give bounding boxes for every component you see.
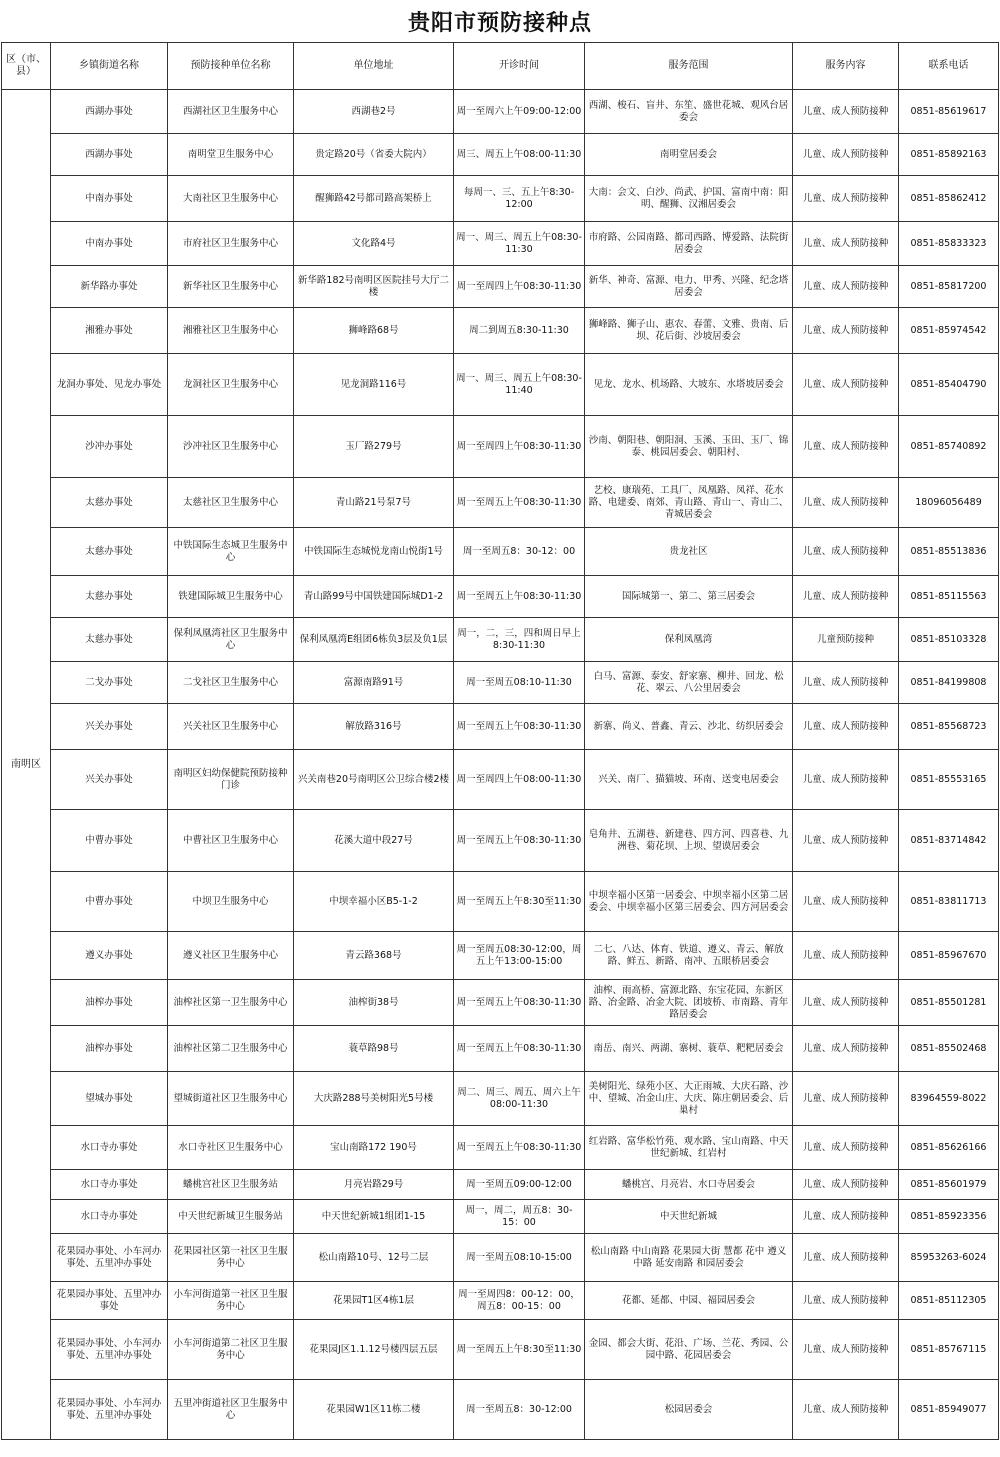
table-row — [2, 1234, 999, 1282]
service-header: 服务内容 — [793, 43, 899, 90]
unit-cell: 兴关社区卫生服务中心 — [168, 704, 294, 750]
vaccination-sites-table — [1, 42, 999, 1440]
scope-cell: 沙南、朝阳巷、朝阳洞、玉溪、玉田、玉厂、锦泰、桃园居委会、朝阳村、 — [585, 416, 793, 478]
scope-cell: 贵龙社区 — [585, 528, 793, 576]
address-cell: 狮峰路68号 — [294, 308, 454, 354]
unit-cell: 铁建国际城卫生服务中心 — [168, 576, 294, 618]
table-row — [2, 528, 999, 576]
phone-cell: 0851-85619617 — [899, 90, 999, 134]
service-cell: 儿童、成人预防接种 — [793, 1170, 899, 1200]
page-title: 贵阳市预防接种点 — [407, 11, 592, 36]
scope-cell: 白马、富源、泰安、舒家寨、柳井、回龙、松花、翠云、八公里居委会 — [585, 662, 793, 704]
street-cell: 二戈办事处 — [51, 662, 168, 704]
scope-cell: 南明堂居委会 — [585, 134, 793, 176]
hours-cell: 周一至周四8：00-12：00，周五8：00-15：00 — [454, 1282, 585, 1320]
scope-cell: 皂角井、五湖巷、新建巷、四方河、四喜巷、九洲巷、菊花坝、上坝、望谟居委会 — [585, 810, 793, 872]
table-row — [2, 1200, 999, 1234]
table-row — [2, 1282, 999, 1320]
unit-cell: 保利凤凰湾社区卫生服务中心 — [168, 618, 294, 662]
hours-cell: 周一至周五8：30-12：00 — [454, 528, 585, 576]
scope-cell: 西湖、梭石、盲井、东笙、盛世花城、观风台居委会 — [585, 90, 793, 134]
hours-header: 开诊时间 — [454, 43, 585, 90]
street-cell: 兴关办事处 — [51, 750, 168, 810]
hours-cell: 周一至周五08:10-15:00 — [454, 1234, 585, 1282]
phone-cell: 0851-85553165 — [899, 750, 999, 810]
street-cell: 太慈办事处 — [51, 478, 168, 528]
scope-cell: 美树阳光、绿苑小区、大正雨城、大庆石路、沙中、望城、冶金山庄、大庆、陈庄朝居委会、后巢村 — [585, 1072, 793, 1126]
street-header: 乡镇街道名称 — [51, 43, 168, 90]
hours-cell: 周一、周三、周五上午08:30-11:40 — [454, 354, 585, 416]
address-cell: 文化路4号 — [294, 222, 454, 266]
phone-header: 联系电话 — [899, 43, 999, 90]
service-cell: 儿童、成人预防接种 — [793, 1200, 899, 1234]
unit-cell: 大南社区卫生服务中心 — [168, 176, 294, 222]
unit-cell: 小车河街道第一社区卫生服务中心 — [168, 1282, 294, 1320]
address-cell: 月亮岩路29号 — [294, 1170, 454, 1200]
unit-cell: 遵义社区卫生服务中心 — [168, 932, 294, 980]
service-cell: 儿童、成人预防接种 — [793, 134, 899, 176]
scope-cell: 中坝幸福小区第一居委会、中坝幸福小区第二居委会、中坝幸福小区第三居委会、四方河居委会 — [585, 872, 793, 932]
scope-cell: 二七、八达、体育、铁道、遵义、青云、解放路、鲜五、新路、南冲、五眼桥居委会 — [585, 932, 793, 980]
hours-cell: 周一至周四上午08:30-11:30 — [454, 416, 585, 478]
service-cell: 儿童、成人预防接种 — [793, 1380, 899, 1440]
street-cell: 水口寺办事处 — [51, 1200, 168, 1234]
street-cell: 太慈办事处 — [51, 576, 168, 618]
scope-cell: 蟠桃宫、月亮岩、水口寺居委会 — [585, 1170, 793, 1200]
hours-cell: 周一、周三、周五上午08:30-11:30 — [454, 222, 585, 266]
hours-cell: 周一至周五上午08:30-11:30 — [454, 980, 585, 1026]
address-cell: 玉厂路279号 — [294, 416, 454, 478]
address-cell: 兴关南巷20号南明区公卫综合楼2楼 — [294, 750, 454, 810]
phone-cell: 0851-85949077 — [899, 1380, 999, 1440]
unit-cell: 湘雅社区卫生服务中心 — [168, 308, 294, 354]
address-cell: 中天世纪新城1组团1-15 — [294, 1200, 454, 1234]
unit-cell: 望城街道社区卫生服务中心 — [168, 1072, 294, 1126]
hours-cell: 周一至周五上午08:30-11:30 — [454, 478, 585, 528]
unit-cell: 中曹社区卫生服务中心 — [168, 810, 294, 872]
phone-cell: 0851-85501281 — [899, 980, 999, 1026]
address-cell: 富源南路91号 — [294, 662, 454, 704]
phone-cell: 0851-85103328 — [899, 618, 999, 662]
scope-cell: 艺校、康瑞苑、工具厂、凤凰路、凤祥、花水路、电建委、南郊、青山路、青山一、青山二、青城居委会 — [585, 478, 793, 528]
street-cell: 花果园办事处、五里冲办事处 — [51, 1282, 168, 1320]
street-cell: 中南办事处 — [51, 222, 168, 266]
address-cell: 大庆路288号美树阳光5号楼 — [294, 1072, 454, 1126]
address-cell: 松山南路10号、12号二层 — [294, 1234, 454, 1282]
unit-cell: 五里冲街道社区卫生服务中心 — [168, 1380, 294, 1440]
unit-cell: 南明区妇幼保健院预防接种门诊 — [168, 750, 294, 810]
service-cell: 儿童、成人预防接种 — [793, 872, 899, 932]
street-cell: 龙洞办事处、见龙办事处 — [51, 354, 168, 416]
street-cell: 遵义办事处 — [51, 932, 168, 980]
address-cell: 油榨街38号 — [294, 980, 454, 1026]
service-cell: 儿童、成人预防接种 — [793, 750, 899, 810]
table-row — [2, 222, 999, 266]
phone-cell: 0851-85502468 — [899, 1026, 999, 1072]
service-cell: 儿童、成人预防接种 — [793, 308, 899, 354]
scope-cell: 市府路、公园南路、都司西路、博爱路、法院街居委会 — [585, 222, 793, 266]
unit-cell: 西湖社区卫生服务中心 — [168, 90, 294, 134]
street-cell: 望城办事处 — [51, 1072, 168, 1126]
service-cell: 儿童、成人预防接种 — [793, 266, 899, 308]
street-cell: 兴关办事处 — [51, 704, 168, 750]
unit-cell: 太慈社区卫生服务中心 — [168, 478, 294, 528]
phone-cell: 0851-85767115 — [899, 1320, 999, 1380]
unit-cell: 水口寺社区卫生服务中心 — [168, 1126, 294, 1170]
scope-cell: 保利凤凰湾 — [585, 618, 793, 662]
street-cell: 中曹办事处 — [51, 872, 168, 932]
phone-cell: 0851-85740892 — [899, 416, 999, 478]
phone-cell: 0851-85513836 — [899, 528, 999, 576]
hours-cell: 周一至周五上午08:30-11:30 — [454, 704, 585, 750]
phone-cell: 18096056489 — [899, 478, 999, 528]
scope-cell: 红岩路、富华松竹苑、观水路、宝山南路、中天世纪新城、红岩村 — [585, 1126, 793, 1170]
address-cell: 醒狮路42号都司路高架桥上 — [294, 176, 454, 222]
table-row — [2, 176, 999, 222]
table-row — [2, 308, 999, 354]
address-cell: 花果园W1区11栋二楼 — [294, 1380, 454, 1440]
table-row — [2, 662, 999, 704]
scope-cell: 狮峰路、狮子山、惠农、春蕾、文雅、贵南、后坝、花后街、沙坡居委会 — [585, 308, 793, 354]
phone-cell: 0851-85817200 — [899, 266, 999, 308]
scope-cell: 中天世纪新城 — [585, 1200, 793, 1234]
scope-cell: 新华、神奇、富源、电力、甲秀、兴隆、纪念塔居委会 — [585, 266, 793, 308]
service-cell: 儿童、成人预防接种 — [793, 222, 899, 266]
phone-cell: 83964559-8022 — [899, 1072, 999, 1126]
phone-cell: 0851-83811713 — [899, 872, 999, 932]
phone-cell: 0851-85115563 — [899, 576, 999, 618]
unit-cell: 沙冲社区卫生服务中心 — [168, 416, 294, 478]
address-cell: 花果园J区1.1.12号楼四层五层 — [294, 1320, 454, 1380]
hours-cell: 周一至周五上午08:30-11:30 — [454, 1026, 585, 1072]
unit-cell: 中铁国际生态城卫生服务中心 — [168, 528, 294, 576]
service-cell: 儿童、成人预防接种 — [793, 416, 899, 478]
service-cell: 儿童、成人预防接种 — [793, 1234, 899, 1282]
scope-cell: 花都、延都、中园、福园居委会 — [585, 1282, 793, 1320]
unit-header: 预防接种单位名称 — [168, 43, 294, 90]
hours-cell: 每周一、三、五上午8:30-12:00 — [454, 176, 585, 222]
phone-cell: 0851-85862412 — [899, 176, 999, 222]
hours-cell: 周二到周五8:30-11:30 — [454, 308, 585, 354]
street-cell: 花果园办事处、小车河办事处、五里冲办事处 — [51, 1380, 168, 1440]
service-cell: 儿童、成人预防接种 — [793, 662, 899, 704]
service-cell: 儿童、成人预防接种 — [793, 1320, 899, 1380]
service-cell: 儿童、成人预防接种 — [793, 1282, 899, 1320]
service-cell: 儿童预防接种 — [793, 618, 899, 662]
address-cell: 见龙洞路116号 — [294, 354, 454, 416]
table-row — [2, 810, 999, 872]
phone-cell: 0851-85601979 — [899, 1170, 999, 1200]
scope-cell: 南岳、南兴、两湖、寨树、蓑草、粑粑居委会 — [585, 1026, 793, 1072]
unit-cell: 油榨社区第二卫生服务中心 — [168, 1026, 294, 1072]
table-row — [2, 980, 999, 1026]
table-row — [2, 416, 999, 478]
phone-cell: 85953263-6024 — [899, 1234, 999, 1282]
table-row — [2, 932, 999, 980]
table-row — [2, 1170, 999, 1200]
hours-cell: 周一至周六上午09:00-12:00 — [454, 90, 585, 134]
phone-cell: 0851-85568723 — [899, 704, 999, 750]
street-cell: 中曹办事处 — [51, 810, 168, 872]
table-row — [2, 1126, 999, 1170]
hours-cell: 周一至周五08:10-11:30 — [454, 662, 585, 704]
street-cell: 中南办事处 — [51, 176, 168, 222]
address-cell: 青云路368号 — [294, 932, 454, 980]
street-cell: 太慈办事处 — [51, 618, 168, 662]
street-cell: 水口寺办事处 — [51, 1126, 168, 1170]
hours-cell: 周一至周五上午8:30至11:30 — [454, 1320, 585, 1380]
street-cell: 新华路办事处 — [51, 266, 168, 308]
address-cell: 花果园T1区4栋1层 — [294, 1282, 454, 1320]
hours-cell: 周一至周五上午08:30-11:30 — [454, 810, 585, 872]
service-cell: 儿童、成人预防接种 — [793, 176, 899, 222]
unit-cell: 中天世纪新城卫生服务站 — [168, 1200, 294, 1234]
scope-cell: 大南：会文、白沙、尚武、护国、富南中南：阳明、醒狮、汉湘居委会 — [585, 176, 793, 222]
street-cell: 油榨办事处 — [51, 980, 168, 1026]
table-row — [2, 354, 999, 416]
address-cell: 解放路316号 — [294, 704, 454, 750]
unit-cell: 市府社区卫生服务中心 — [168, 222, 294, 266]
address-cell: 贵定路20号（省委大院内） — [294, 134, 454, 176]
hours-cell: 周一至周四上午08:00-11:30 — [454, 750, 585, 810]
service-cell: 儿童、成人预防接种 — [793, 704, 899, 750]
phone-cell: 0851-85833323 — [899, 222, 999, 266]
service-cell: 儿童、成人预防接种 — [793, 1026, 899, 1072]
table-row — [2, 1380, 999, 1440]
scope-cell: 油榨、雨高桥、富源北路、东宝花园、东新区路、冶金路、冶金大院、团坡桥、市南路、青年路居委会 — [585, 980, 793, 1026]
street-cell: 油榨办事处 — [51, 1026, 168, 1072]
address-cell: 蓑草路98号 — [294, 1026, 454, 1072]
address-cell: 花溪大道中段27号 — [294, 810, 454, 872]
address-cell: 宝山南路172 190号 — [294, 1126, 454, 1170]
phone-cell: 0851-83714842 — [899, 810, 999, 872]
address-cell: 中坝幸福小区B5-1-2 — [294, 872, 454, 932]
scope-cell: 松山南路 中山南路 花果园大街 慧都 花中 遵义中路 延安南路 和园居委会 — [585, 1234, 793, 1282]
phone-cell: 0851-85923356 — [899, 1200, 999, 1234]
table-row — [2, 1320, 999, 1380]
phone-cell: 0851-85626166 — [899, 1126, 999, 1170]
hours-cell: 周一至周五上午8:30至11:30 — [454, 872, 585, 932]
street-cell: 花果园办事处、小车河办事处、五里冲办事处 — [51, 1234, 168, 1282]
table-row — [2, 266, 999, 308]
service-cell: 儿童、成人预防接种 — [793, 90, 899, 134]
unit-cell: 花果园社区第一社区卫生服务中心 — [168, 1234, 294, 1282]
phone-cell: 0851-85974542 — [899, 308, 999, 354]
address-cell: 西湖巷2号 — [294, 90, 454, 134]
service-cell: 儿童、成人预防接种 — [793, 980, 899, 1026]
table-row — [2, 90, 999, 134]
service-cell: 儿童、成人预防接种 — [793, 1072, 899, 1126]
scope-cell: 兴关、南厂、猫猫坡、环南、送变电居委会 — [585, 750, 793, 810]
service-cell: 儿童、成人预防接种 — [793, 354, 899, 416]
address-cell: 新华路182号南明区医院挂号大厅二楼 — [294, 266, 454, 308]
service-cell: 儿童、成人预防接种 — [793, 810, 899, 872]
phone-cell: 0851-85404790 — [899, 354, 999, 416]
service-cell: 儿童、成人预防接种 — [793, 478, 899, 528]
phone-cell: 0851-84199808 — [899, 662, 999, 704]
phone-cell: 0851-85892163 — [899, 134, 999, 176]
street-cell: 西湖办事处 — [51, 134, 168, 176]
service-cell: 儿童、成人预防接种 — [793, 1126, 899, 1170]
table-row — [2, 704, 999, 750]
street-cell: 太慈办事处 — [51, 528, 168, 576]
street-cell: 湘雅办事处 — [51, 308, 168, 354]
scope-cell: 松园居委会 — [585, 1380, 793, 1440]
table-row — [2, 618, 999, 662]
district-cell: 南明区 — [2, 90, 51, 1440]
hours-cell: 周二、周三、周五、周六上午08:00-11:30 — [454, 1072, 585, 1126]
hours-cell: 周一，周二，周五8：30-15：00 — [454, 1200, 585, 1234]
service-cell: 儿童、成人预防接种 — [793, 932, 899, 980]
table-row — [2, 1072, 999, 1126]
street-cell: 花果园办事处、小车河办事处、五里冲办事处 — [51, 1320, 168, 1380]
hours-cell: 周一至周五09:00-12:00 — [454, 1170, 585, 1200]
table-row — [2, 750, 999, 810]
hours-cell: 周一，二，三，四和周日早上8:30-11:30 — [454, 618, 585, 662]
address-header: 单位地址 — [294, 43, 454, 90]
address-cell: 青山路21号泵7号 — [294, 478, 454, 528]
service-cell: 儿童、成人预防接种 — [793, 576, 899, 618]
phone-cell: 0851-85967670 — [899, 932, 999, 980]
unit-cell: 龙洞社区卫生服务中心 — [168, 354, 294, 416]
unit-cell: 油榨社区第一卫生服务中心 — [168, 980, 294, 1026]
address-cell: 青山路99号中国铁建国际城D1-2 — [294, 576, 454, 618]
phone-cell: 0851-85112305 — [899, 1282, 999, 1320]
hours-cell: 周三、周五上午08:00-11:30 — [454, 134, 585, 176]
table-row — [2, 478, 999, 528]
unit-cell: 小车河街道第二社区卫生服务中心 — [168, 1320, 294, 1380]
unit-cell: 新华社区卫生服务中心 — [168, 266, 294, 308]
hours-cell: 周一至周五上午08:30-11:30 — [454, 1126, 585, 1170]
scope-cell: 见龙、龙水、机场路、大坡东、水塔坡居委会 — [585, 354, 793, 416]
district-header: 区（市、县） — [2, 43, 51, 90]
street-cell: 水口寺办事处 — [51, 1170, 168, 1200]
hours-cell: 周一至周五8：30-12:00 — [454, 1380, 585, 1440]
unit-cell: 二戈社区卫生服务中心 — [168, 662, 294, 704]
hours-cell: 周一至周四上午08:30-11:30 — [454, 266, 585, 308]
table-row — [2, 576, 999, 618]
scope-cell: 新寨、尚义、普鑫、青云、沙北、纺织居委会 — [585, 704, 793, 750]
street-cell: 西湖办事处 — [51, 90, 168, 134]
address-cell: 中铁国际生态城悦龙南山悦街1号 — [294, 528, 454, 576]
scope-cell: 金园、都会大街、花沿、广场、兰花、秀园、公园中路、花园居委会 — [585, 1320, 793, 1380]
hours-cell: 周一至周五上午08:30-11:30 — [454, 576, 585, 618]
service-cell: 儿童、成人预防接种 — [793, 528, 899, 576]
table-row — [2, 134, 999, 176]
unit-cell: 南明堂卫生服务中心 — [168, 134, 294, 176]
table-row — [2, 872, 999, 932]
unit-cell: 中坝卫生服务中心 — [168, 872, 294, 932]
address-cell: 保利凤凰湾E组团6栋负3层及负1层 — [294, 618, 454, 662]
scope-cell: 国际城第一、第二、第三居委会 — [585, 576, 793, 618]
scope-header: 服务范围 — [585, 43, 793, 90]
hours-cell: 周一至周五08:30-12:00，周五上午13:00-15:00 — [454, 932, 585, 980]
unit-cell: 蟠桃宫社区卫生服务站 — [168, 1170, 294, 1200]
table-row — [2, 1026, 999, 1072]
header-row — [2, 43, 999, 90]
street-cell: 沙冲办事处 — [51, 416, 168, 478]
